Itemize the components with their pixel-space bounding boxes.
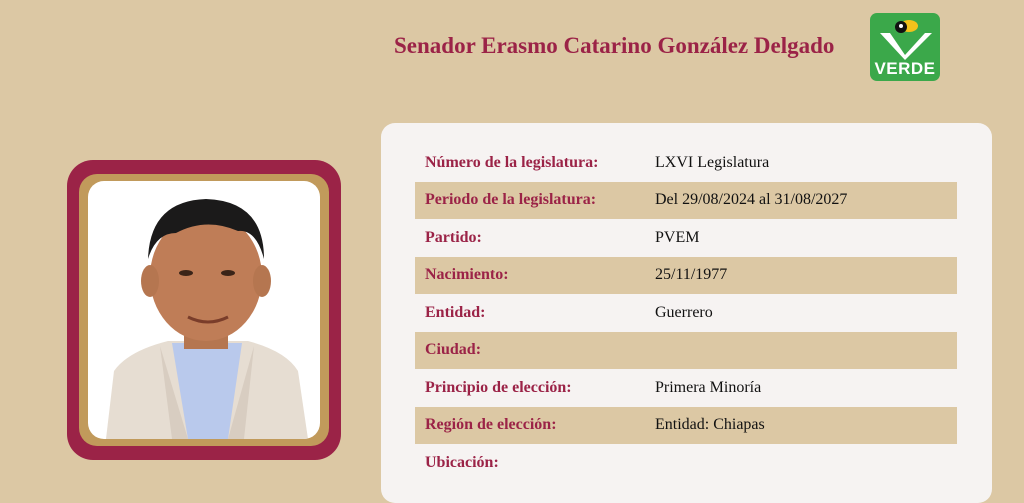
info-row-legislatura-numero	[415, 145, 957, 182]
info-label: Ciudad:	[425, 341, 482, 358]
info-label: Periodo de la legislatura:	[425, 191, 597, 208]
info-card	[381, 123, 992, 503]
info-value: LXVI Legislatura	[655, 154, 770, 171]
info-label: Región de elección:	[425, 416, 557, 433]
info-row-ubicacion	[415, 445, 957, 482]
info-value: Primera Minoría	[655, 379, 762, 396]
senator-portrait	[88, 181, 320, 439]
info-label: Partido:	[425, 229, 482, 246]
info-value: 25/11/1977	[655, 266, 728, 283]
info-row-principio-eleccion	[415, 370, 957, 407]
info-value: PVEM	[655, 229, 700, 246]
party-logo-text: VERDE	[874, 59, 936, 78]
info-label: Nacimiento:	[425, 266, 509, 283]
info-row-region-eleccion	[415, 407, 957, 444]
page-title: Senador Erasmo Catarino González Delgado	[394, 33, 835, 58]
info-label: Número de la legislatura:	[425, 154, 599, 171]
party-logo	[870, 13, 940, 81]
info-row-ciudad	[415, 332, 957, 369]
info-value: Del 29/08/2024 al 31/08/2027	[655, 191, 848, 208]
info-label: Entidad:	[425, 304, 486, 321]
info-value: Entidad: Chiapas	[655, 416, 765, 433]
photo-frame	[67, 160, 341, 460]
info-label: Principio de elección:	[425, 379, 572, 396]
info-row-nacimiento	[415, 257, 957, 294]
info-row-entidad	[415, 295, 957, 332]
info-row-partido	[415, 220, 957, 257]
info-value: Guerrero	[655, 304, 713, 321]
info-label: Ubicación:	[425, 454, 499, 471]
info-row-periodo	[415, 182, 957, 219]
